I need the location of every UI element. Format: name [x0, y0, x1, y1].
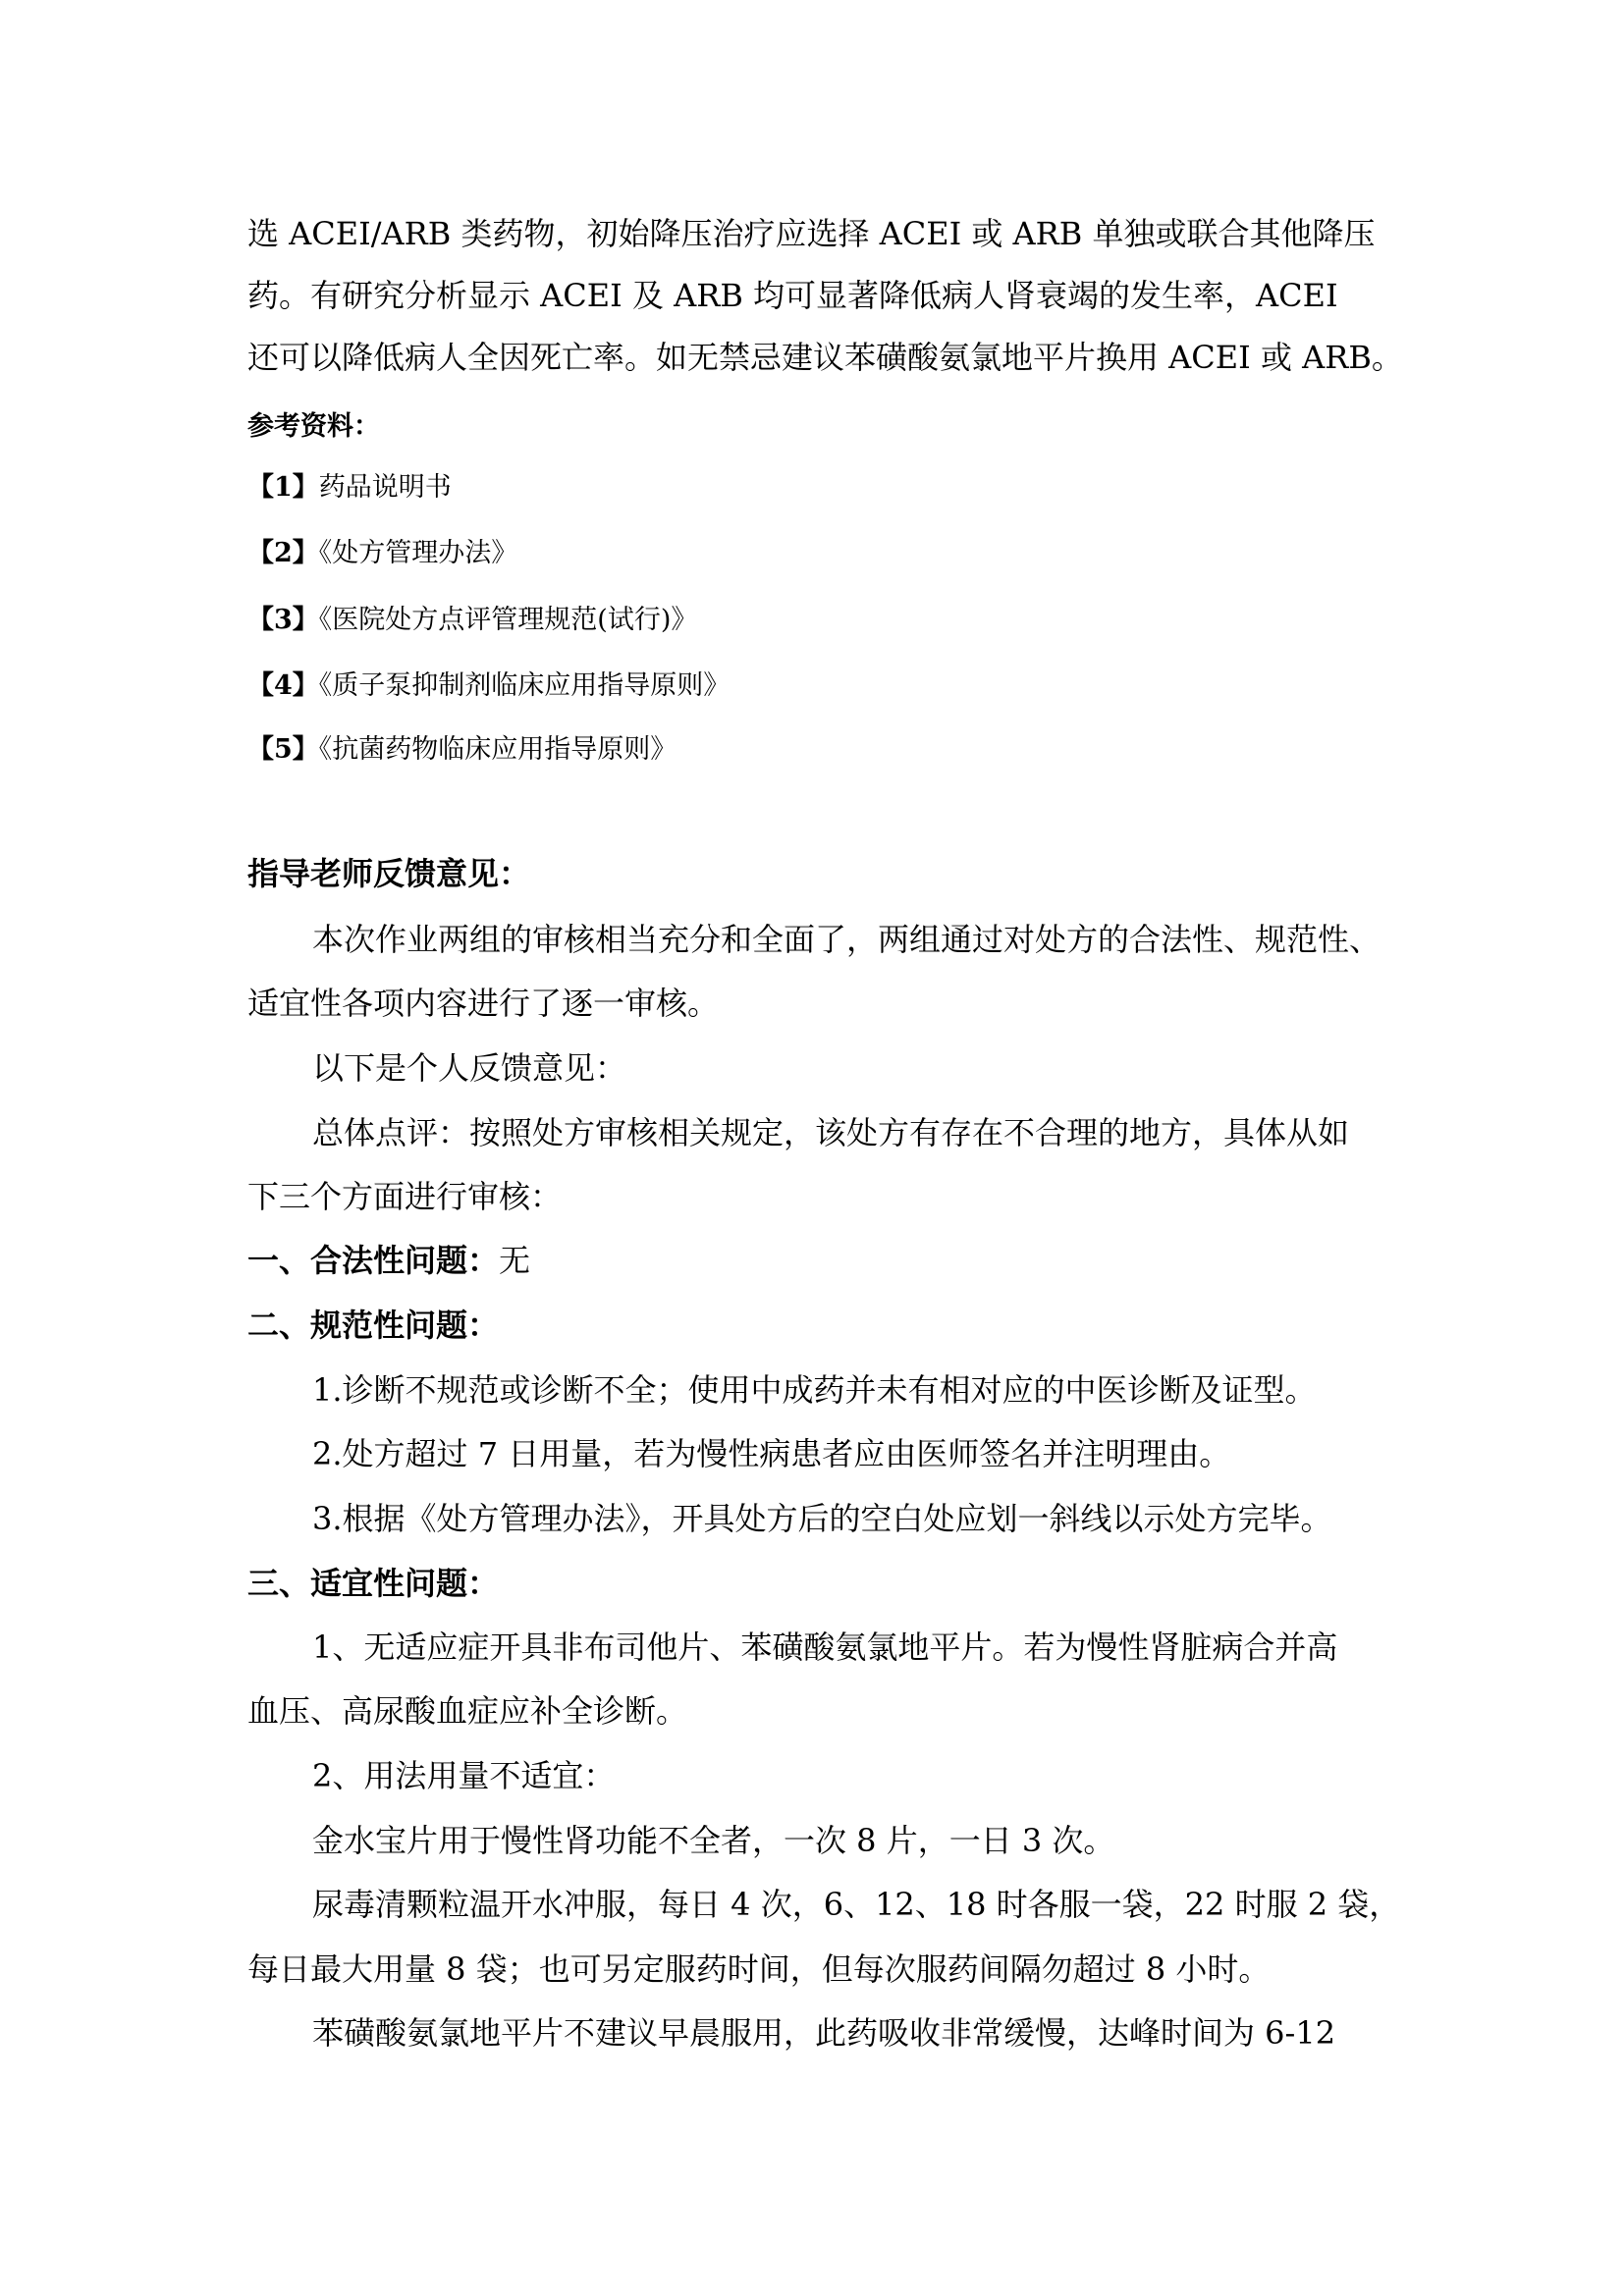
reference-item: [247, 468, 452, 507]
reference-text: 《处方管理办法》: [318, 538, 518, 568]
section-legality-value: 无: [499, 1242, 531, 1279]
intro-line-3: 还可以降低病人全因死亡率。如无禁忌建议苯磺酸氨氯地平片换用 ACEI 或 ARB。: [247, 339, 1403, 376]
reference-text: 《抗菌药物临床应用指导原则》: [318, 734, 677, 765]
reference-item: [247, 601, 697, 640]
standardization-item-2: 2.处方超过 7 日用量，若为慢性病患者应由医师签名并注明理由。: [312, 1435, 1231, 1472]
feedback-paragraph-2: 以下是个人反馈意见：: [312, 1049, 627, 1087]
appropriateness-item-2: 2、用法用量不适宜：: [312, 1757, 616, 1794]
amlodipine-paragraph: 苯磺酸氨氯地平片不建议早晨服用，此药吸收非常缓慢，达峰时间为 6-12: [312, 2014, 1336, 2052]
reference-number: 【1】: [247, 472, 319, 503]
jinshuibao-paragraph: 金水宝片用于慢性肾功能不全者，一次 8 片，一日 3 次。: [312, 1822, 1115, 1859]
feedback-paragraph-1-line-2: 适宜性各项内容进行了逐一审核。: [247, 985, 720, 1022]
standardization-item-1: 1.诊断不规范或诊断不全；使用中成药并未有相对应的中医诊断及证型。: [312, 1371, 1317, 1409]
reference-item: [247, 667, 730, 706]
section-legality: [247, 1241, 530, 1280]
references-heading: 参考资料：: [247, 411, 380, 442]
reference-text: 药品说明书: [318, 472, 452, 503]
reference-number: 【2】: [247, 538, 319, 568]
appropriateness-item-1-line-2: 血压、高尿酸血症应补全诊断。: [247, 1692, 688, 1730]
feedback-paragraph-3-line-1: 总体点评：按照处方审核相关规定，该处方有存在不合理的地方，具体从如: [312, 1114, 1350, 1151]
reference-item: [247, 534, 517, 573]
feedback-paragraph-3-line-2: 下三个方面进行审核：: [247, 1178, 563, 1215]
section-standardization-heading: 二、规范性问题：: [247, 1307, 500, 1344]
intro-line-1: 选 ACEI/ARB 类药物，初始降压治疗应选择 ACEI 或 ARB 单独或联合其他降压: [247, 215, 1376, 252]
reference-item: [247, 730, 677, 770]
reference-number: 【5】: [247, 734, 319, 765]
reference-number: 【4】: [247, 670, 319, 701]
appropriateness-item-1-line-1: 1、无适应症开具非布司他片、苯磺酸氨氯地平片。若为慢性肾脏病合并高: [312, 1629, 1338, 1666]
feedback-paragraph-1-line-1: 本次作业两组的审核相当充分和全面了，两组通过对处方的合法性、规范性、: [312, 921, 1381, 958]
reference-text: 《质子泵抑制剂临床应用指导原则》: [318, 670, 731, 701]
reference-text: 《医院处方点评管理规范(试行)》: [318, 605, 698, 635]
section-legality-heading: 一、合法性问题：: [247, 1242, 500, 1279]
reference-number: 【3】: [247, 605, 319, 635]
niaoduqing-paragraph-line-1: 尿毒清颗粒温开水冲服，每日 4 次，6、12、18 时各服一袋，22 时服 2 袋，: [312, 1886, 1401, 1923]
section-appropriateness-heading: 三、适宜性问题：: [247, 1565, 500, 1602]
intro-line-2: 药。有研究分析显示 ACEI 及 ARB 均可显著降低病人肾衰竭的发生率，ACEI: [247, 277, 1338, 314]
standardization-item-3: 3.根据《处方管理办法》，开具处方后的空白处应划一斜线以示处方完毕。: [312, 1500, 1332, 1537]
niaoduqing-paragraph-line-2: 每日最大用量 8 袋；也可另定服药时间，但每次服药间隔勿超过 8 小时。: [247, 1950, 1271, 1988]
feedback-heading: 指导老师反馈意见：: [247, 855, 531, 892]
